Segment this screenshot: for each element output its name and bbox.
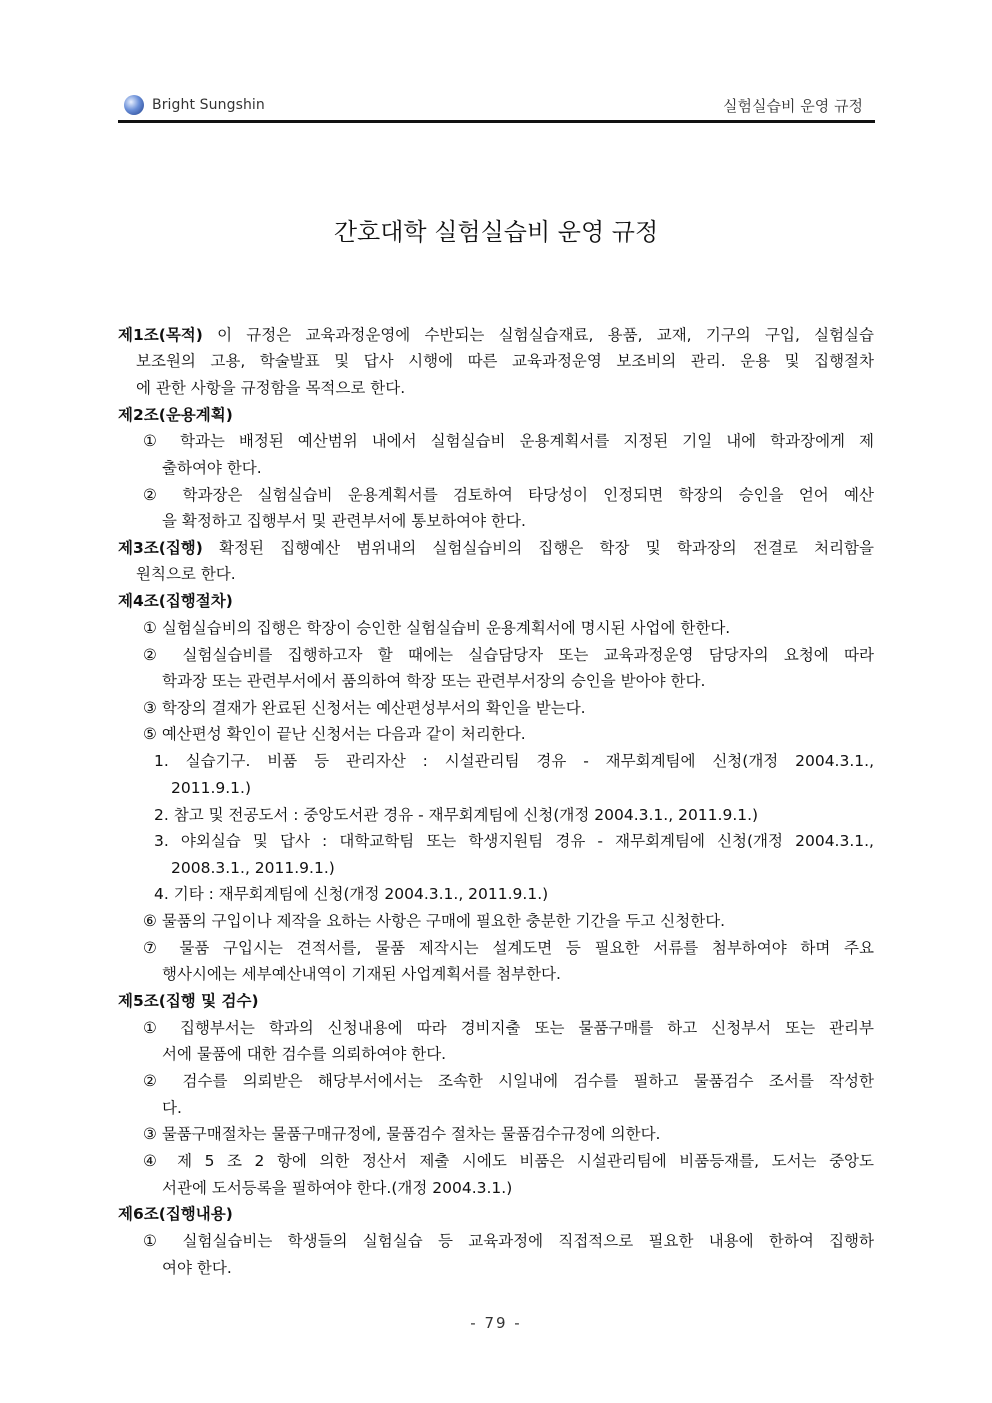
article-4-para-5: ⑤ 예산편성 확인이 끝난 신청서는 다음과 같이 처리한다. (143, 725, 526, 743)
article-4-para-7-line-2: 행사시에는 세부예산내역이 기재된 사업계획서를 첨부한다. (162, 965, 561, 983)
article-4-item-4: 4. 기타 : 재무회계팀에 신청(개정 2004.3.1., 2011.9.1.) (154, 885, 549, 903)
article-6-para-1-line-2: 여야 한다. (162, 1259, 232, 1277)
article-5-heading: 제5조(집행 및 검수) (118, 992, 259, 1010)
article-6-heading: 제6조(집행내용) (118, 1205, 233, 1223)
article-1-line-3: 에 관한 사항을 규정함을 목적으로 한다. (136, 379, 406, 397)
article-5-para-4-line-1: ④ 제 5 조 2 항에 의한 정산서 제출 시에도 비품은 시설관리팀에 비품등재를, 도서는 중앙도 (143, 1152, 874, 1170)
article-4-heading: 제4조(집행절차) (118, 592, 233, 610)
article-4-para-2-line-2: 학과장 또는 관련부서에서 품의하여 학장 또는 관련부서장의 승인을 받아야 한다. (162, 672, 706, 690)
article-4-para-7-line-1: ⑦ 물품 구입시는 견적서를, 물품 제작시는 설계도면 등 필요한 서류를 첨부하여야 하며 주요 (143, 939, 874, 957)
article-6-para-1-line-1: ① 실험실습비는 학생들의 실험실습 등 교육과정에 직접적으로 필요한 내용에 한하여 집행하 (143, 1232, 874, 1250)
article-5-para-1-line-1: ① 집행부서는 학과의 신청내용에 따라 경비지출 또는 물품구매를 하고 신청부서 또는 관리부 (143, 1019, 874, 1037)
article-4-para-2-line-1: ② 실험실습비를 집행하고자 할 때에는 실습담당자 또는 교육과정운영 담당자의 요청에 따라 (143, 646, 874, 664)
brand-name: Bright Sungshin (152, 97, 265, 113)
page-title: 간호대학 실험실습비 운영 규정 (333, 218, 659, 246)
article-2-para-1-line-1: ① 학과는 배정된 예산범위 내에서 실험실습비 운용계획서를 지정된 기일 내에 학과장에게 제 (143, 432, 874, 450)
article-2-para-2-line-2: 을 확정하고 집행부서 및 관련부서에 통보하여야 한다. (162, 512, 526, 530)
article-1-line-1 (118, 325, 874, 345)
article-5-para-3: ③ 물품구매절차는 물품구매규정에, 물품검수 절차는 물품검수규정에 의한다. (143, 1125, 661, 1143)
page-header (118, 92, 875, 123)
article-1-heading: 제1조(목적) (118, 326, 203, 344)
article-2-para-1-line-2: 출하여야 한다. (162, 459, 262, 477)
article-5-para-4-line-2: 서관에 도서등록을 필하여야 한다.(개정 2004.3.1.) (162, 1179, 513, 1197)
article-4-item-1-line-1: 1. 실습기구. 비품 등 관리자산 : 시설관리팀 경유 - 재무회계팀에 신청(개정 2004.3.1., (154, 752, 874, 770)
article-4-para-6: ⑥ 물품의 구입이나 제작을 요하는 사항은 구매에 필요한 충분한 기간을 두고 신청한다. (143, 912, 726, 930)
article-3-heading: 제3조(집행) (118, 539, 203, 557)
article-4-para-1: ① 실험실습비의 집행은 학장이 승인한 실험실습비 운용계획서에 명시된 사업에 한한다. (143, 619, 731, 637)
article-5-para-1-line-2: 서에 물품에 대한 검수를 의뢰하여야 한다. (162, 1045, 447, 1063)
article-4-item-3-line-2: 2008.3.1., 2011.9.1.) (171, 859, 335, 877)
page-number: - 79 - (470, 1314, 522, 1332)
article-3-line-2: 원칙으로 한다. (136, 565, 236, 583)
article-2-para-2-line-1: ② 학과장은 실험실습비 운용계획서를 검토하여 타당성이 인정되면 학장의 승인을 얻어 예산 (143, 486, 874, 504)
article-3-text: 확정된 집행예산 범위내의 실험실습비의 집행은 학장 및 학과장의 전결로 처리함을 (202, 539, 874, 557)
article-5-para-2-line-2: 다. (162, 1099, 182, 1117)
article-1-text: 이 규정은 교육과정운영에 수반되는 실험실습재료, 용품, 교재, 기구의 구입, 실험실습 (202, 326, 874, 344)
article-4-item-1-line-2: 2011.9.1.) (171, 779, 251, 797)
article-3-line-1 (118, 538, 874, 558)
header-doc-title: 실험실습비 운영 규정 (723, 97, 863, 115)
globe-logo-icon (124, 95, 144, 115)
article-4-item-2: 2. 참고 및 전공도서 : 중앙도서관 경유 - 재무회계팀에 신청(개정 2004.3.1., 2011.9.1.) (154, 806, 759, 824)
article-2-heading: 제2조(운용계획) (118, 406, 233, 424)
brand (124, 95, 265, 115)
article-4-para-3: ③ 학장의 결재가 완료된 신청서는 예산편성부서의 확인을 받는다. (143, 699, 586, 717)
article-5-para-2-line-1: ② 검수를 의뢰받은 해당부서에서는 조속한 시일내에 검수를 필하고 물품검수 조서를 작성한 (143, 1072, 874, 1090)
article-1-line-2: 보조원의 고용, 학술발표 및 답사 시행에 따른 교육과정운영 보조비의 관리. 운용 및 집행절차 (136, 352, 874, 370)
article-4-item-3-line-1: 3. 야외실습 및 답사 : 대학교학팀 또는 학생지원팀 경유 - 재무회계팀에 신청(개정 2004.3.1., (154, 832, 874, 850)
